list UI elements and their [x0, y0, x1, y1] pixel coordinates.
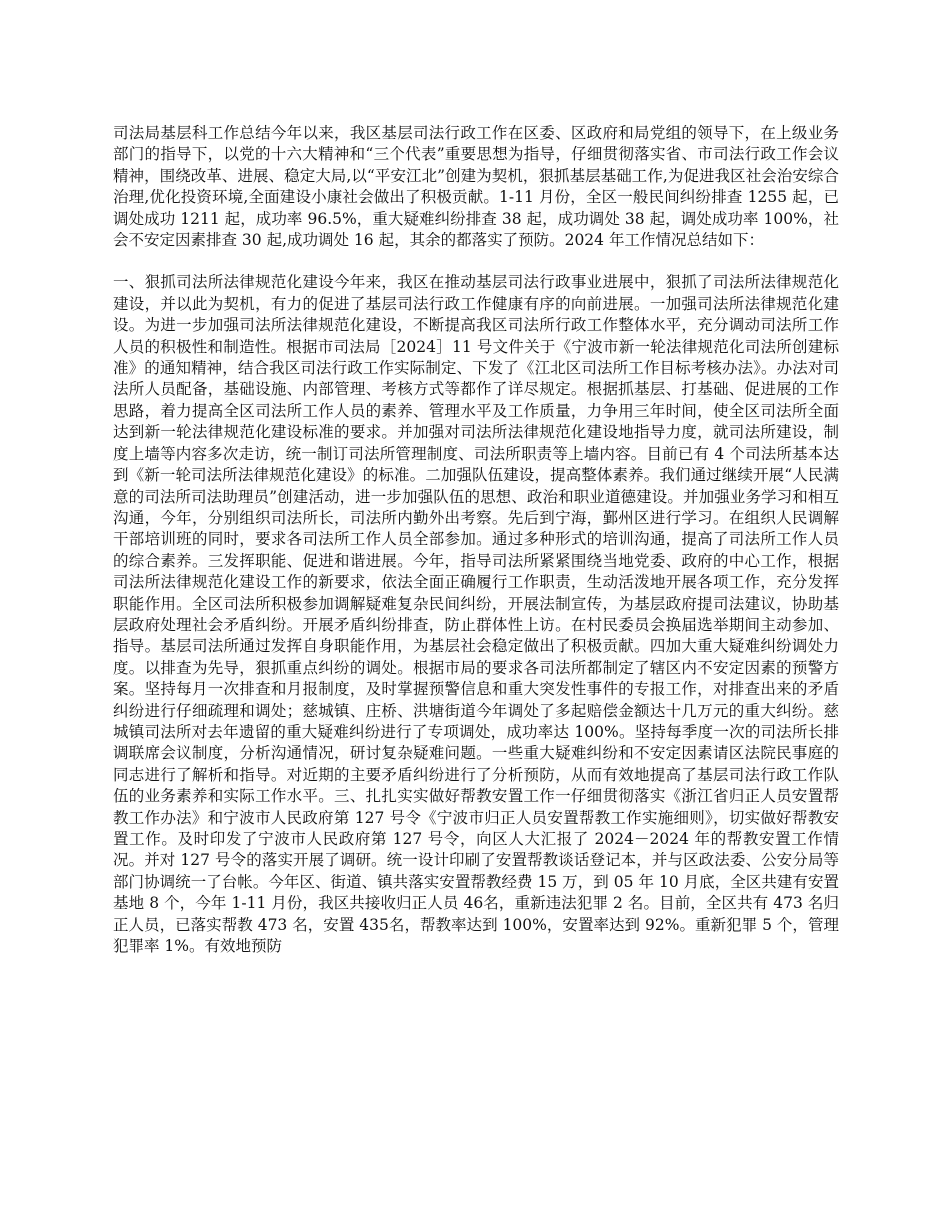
- document-page: [113, 123, 839, 978]
- section-one-paragraph: 一、狠抓司法所法律规范化建设今年来，我区在推动基层司法行政事业进展中，狠抓了司法所法律规范化建设，并以此为契机，有力的促进了基层司法行政工作健康有序的向前进展。一加强司法所法律规范化建设。为进一步加强司法所法律规范化建设，不断提高我区司法所行政工作整体水平，充分调动司法所工作人员的积极性和制造性。根据市司法局［2024］11 号文件关于《宁波市新一轮法律规范化司法所创建标准》的通知精神，结合我区司法行政工作实际制定、下发了《江北区司法所工作目标考核办法》。办法对司法所人员配备，基础设施、内部管理、考核方式等都作了详尽规定。根据抓基层、打基础、促进展的工作思路，着力提高全区司法所工作人员的素养、管理水平及工作质量，力争用三年时间，使全区司法所全面达到新一轮法律规范化建设标准的要求。并加强对司法所法律规范化建设地指导力度，就司法所建设，制度上墙等内容多次走访，统一制订司法所管理制度、司法所职责等上墙内容。目前已有 4 个司法所基本达到《新一轮司法所法律规范化建设》的标准。二加强队伍建设，提高整体素养。我们通过继续开展“人民满意的司法所司法助理员”创建活动，进一步加强队伍的思想、政治和职业道德建设。并加强业务学习和相互沟通，今年，分别组织司法所长，司法所内勤外出考察。先后到宁海，鄞州区进行学习。在组织人民调解干部培训班的同时，要求各司法所工作人员全部参加。通过多种形式的培训沟通，提高了司法所工作人员的综合素养。三发挥职能、促进和谐进展。今年，指导司法所紧紧围绕当地党委、政府的中心工作，根据司法所法律规范化建设工作的新要求，依法全面正确履行工作职责，生动活泼地开展各项工作，充分发挥职能作用。全区司法所积极参加调解疑难复杂民间纠纷，开展法制宣传，为基层政府提司法建议，协助基层政府处理社会矛盾纠纷。开展矛盾纠纷排查，防止群体性上访。在村民委员会换届选举期间主动参加、指导。基层司法所通过发挥自身职能作用，为基层社会稳定做出了积极贡献。四加大重大疑难纠纷调处力度。以排查为先导，狠抓重点纠纷的调处。根据市局的要求各司法所都制定了辖区内不安定因素的预警方案。坚持每月一次排查和月报制度，及时掌握预警信息和重大突发性事件的专报工作，对排查出来的矛盾纠纷进行仔细疏理和调处；慈城镇、庄桥、洪塘街道今年调处了多起赔偿金额达十几万元的重大纠纷。慈城镇司法所对去年遗留的重大疑难纠纷进行了专项调处，成功率达 100%。坚持每季度一次的司法所长排调联席会议制度，分析沟通情况，研讨复杂疑难问题。一些重大疑难纠纷和不安定因素请区法院民事庭的同志进行了解析和指导。对近期的主要矛盾纠纷进行了分析预防，从而有效地提高了基层司法行政工作队伍的业务素养和实际工作水平。三、扎扎实实做好帮教安置工作一仔细贯彻落实《浙江省归正人员安置帮教工作办法》和宁波市人民政府第 127 号令《宁波市归正人员安置帮教工作实施细则》，切实做好帮教安置工作。及时印发了宁波市人民政府第 127 号令，向区人大汇报了 2024－2024 年的帮教安置工作情况。并对 127 号令的落实开展了调研。统一设计印刷了安置帮教谈话登记本，并与区政法委、公安分局等部门协调统一了台帐。今年区、街道、镇共落实安置帮教经费 15 万，到 05 年 10 月底，全区共建有安置基地 8 个，今年 1-11 月份，我区共接收归正人员 46名，重新违法犯罪 2 名。目前，全区共有 473 名归正人员，已落实帮教 473 名，安置 435名，帮教率达到 100%，安置率达到 92%。重新犯罪 5 个，管理犯罪率 1%。有效地预防: [113, 273, 839, 956]
- intro-paragraph: 司法局基层科工作总结今年以来，我区基层司法行政工作在区委、区政府和局党组的领导下，在上级业务部门的指导下，以党的十六大精神和“三个代表”重要思想为指导，仔细贯彻落实省、市司法行政工作会议精神，围绕改革、进展、稳定大局,以“平安江北”创建为契机，狠抓基层基础工作,为促进我区社会治安综合治理,优化投资环境,全面建设小康社会做出了积极贡献。1-11 月份，全区一般民间纠纷排查 1255 起，已调处成功 1211 起，成功率 96.5%，重大疑难纠纷排查 38 起，成功调处 38 起，调处成功率 100%，社会不安定因素排查 30 起,成功调处 16 起，其余的都落实了预防。2024 年工作情况总结如下：: [113, 124, 839, 250]
